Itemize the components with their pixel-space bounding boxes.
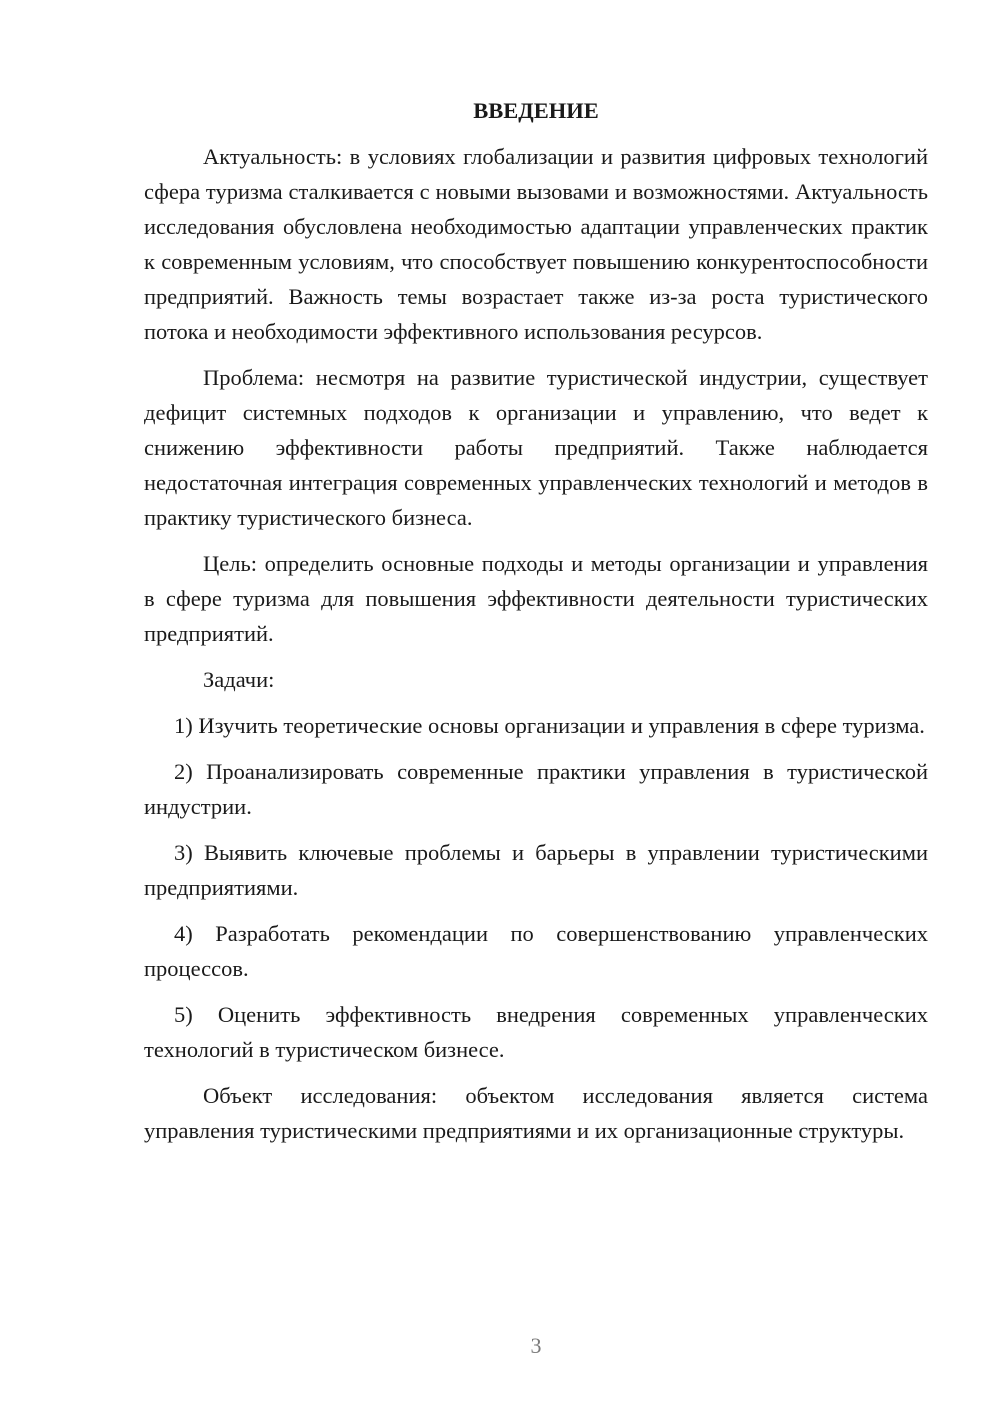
paragraph-object: Объект исследования: объектом исследования является система управления туристическими предприятиями и их организационные структуры.: [144, 1083, 928, 1143]
page-number: 3: [530, 1333, 542, 1358]
tasks-heading: Задачи:: [203, 667, 275, 692]
paragraph-goal: Цель: определить основные подходы и методы организации и управления в сфере туризма для повышения эффективности деятельности туристических предприятий.: [144, 551, 928, 646]
page-content: [144, 93, 928, 1159]
task-item: 2) Проанализировать современные практики управления в туристической индустрии.: [144, 759, 928, 819]
paragraph-problem: Проблема: несмотря на развитие туристической индустрии, существует дефицит системных подходов к организации и управлению, что ведет к снижению эффективности работы предприятий. Также наблюдается недостаточная интеграция современных управленческих технологий и методов в практику туристического бизнеса.: [144, 365, 928, 530]
task-item: 1) Изучить теоретические основы организации и управления в сфере туризма.: [174, 713, 925, 738]
task-item: 3) Выявить ключевые проблемы и барьеры в управлении туристическими предприятиями.: [144, 840, 928, 900]
task-item: 4) Разработать рекомендации по совершенствованию управленческих процессов.: [144, 921, 928, 981]
section-title: ВВЕДЕНИЕ: [473, 98, 599, 123]
paragraph-relevance: Актуальность: в условиях глобализации и развития цифровых технологий сфера туризма сталкивается с новыми вызовами и возможностями. Актуальность исследования обусловлена необходимостью адаптации управленческих практик к современным условиям, что способствует повышению конкурентоспособности предприятий. Важность темы возрастает также из-за роста туристического потока и необходимости эффективного использования ресурсов.: [144, 144, 928, 344]
task-item: 5) Оценить эффективность внедрения современных управленческих технологий в туристическом бизнесе.: [144, 1002, 928, 1062]
